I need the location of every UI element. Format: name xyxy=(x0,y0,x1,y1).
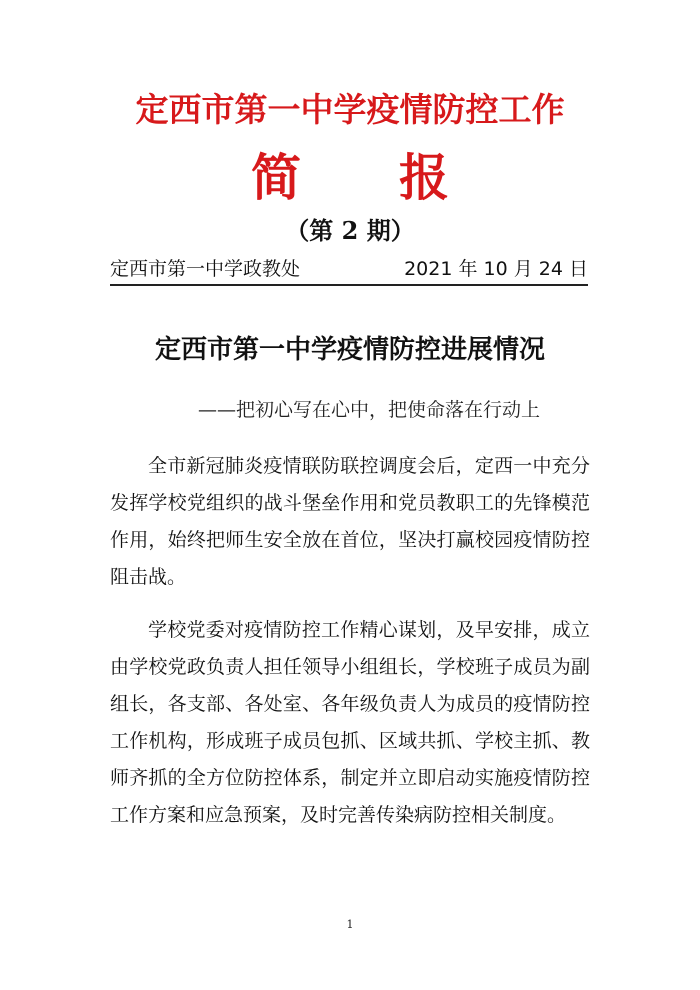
masthead-brief xyxy=(0,148,700,208)
header-divider xyxy=(110,284,588,286)
masthead-brief-char-1: 简 xyxy=(251,148,301,207)
article-title: 定西市第一中学疫情防控进展情况 xyxy=(154,335,545,365)
issue-number: （第 2 期） xyxy=(285,216,415,245)
masthead-brief-char-2: 报 xyxy=(399,148,449,207)
article-paragraph: 学校党委对疫情防控工作精心谋划，及早安排，成立由学校党政负责人担任领导小组组长，学校班子成员为副组长，各支部、各处室、各年级负责人为成员的疫情防控工作机构，形成班子成员包抓、区域共抓、学校主抓、教师齐抓的全方位防控体系，制定并立即启动实施疫情防控工作方案和应急预案，及时完善传染病防控相关制度。 xyxy=(110,619,590,826)
page-number: 1 xyxy=(346,918,354,931)
masthead-title: 定西市第一中学疫情防控工作 xyxy=(135,90,565,129)
issue-date: 2021 年 10 月 24 日 xyxy=(404,258,588,280)
issuer-department: 定西市第一中学政教处 xyxy=(110,258,301,280)
issuer-row xyxy=(110,254,590,286)
article-subtitle: ——把初心写在心中，把使命落在行动上 xyxy=(198,399,541,421)
article-paragraph: 全市新冠肺炎疫情联防联控调度会后，定西一中充分发挥学校党组织的战斗堡垒作用和党员教职工的先锋模范作用，始终把师生安全放在首位，坚决打赢校园疫情防控阻击战。 xyxy=(110,455,590,588)
